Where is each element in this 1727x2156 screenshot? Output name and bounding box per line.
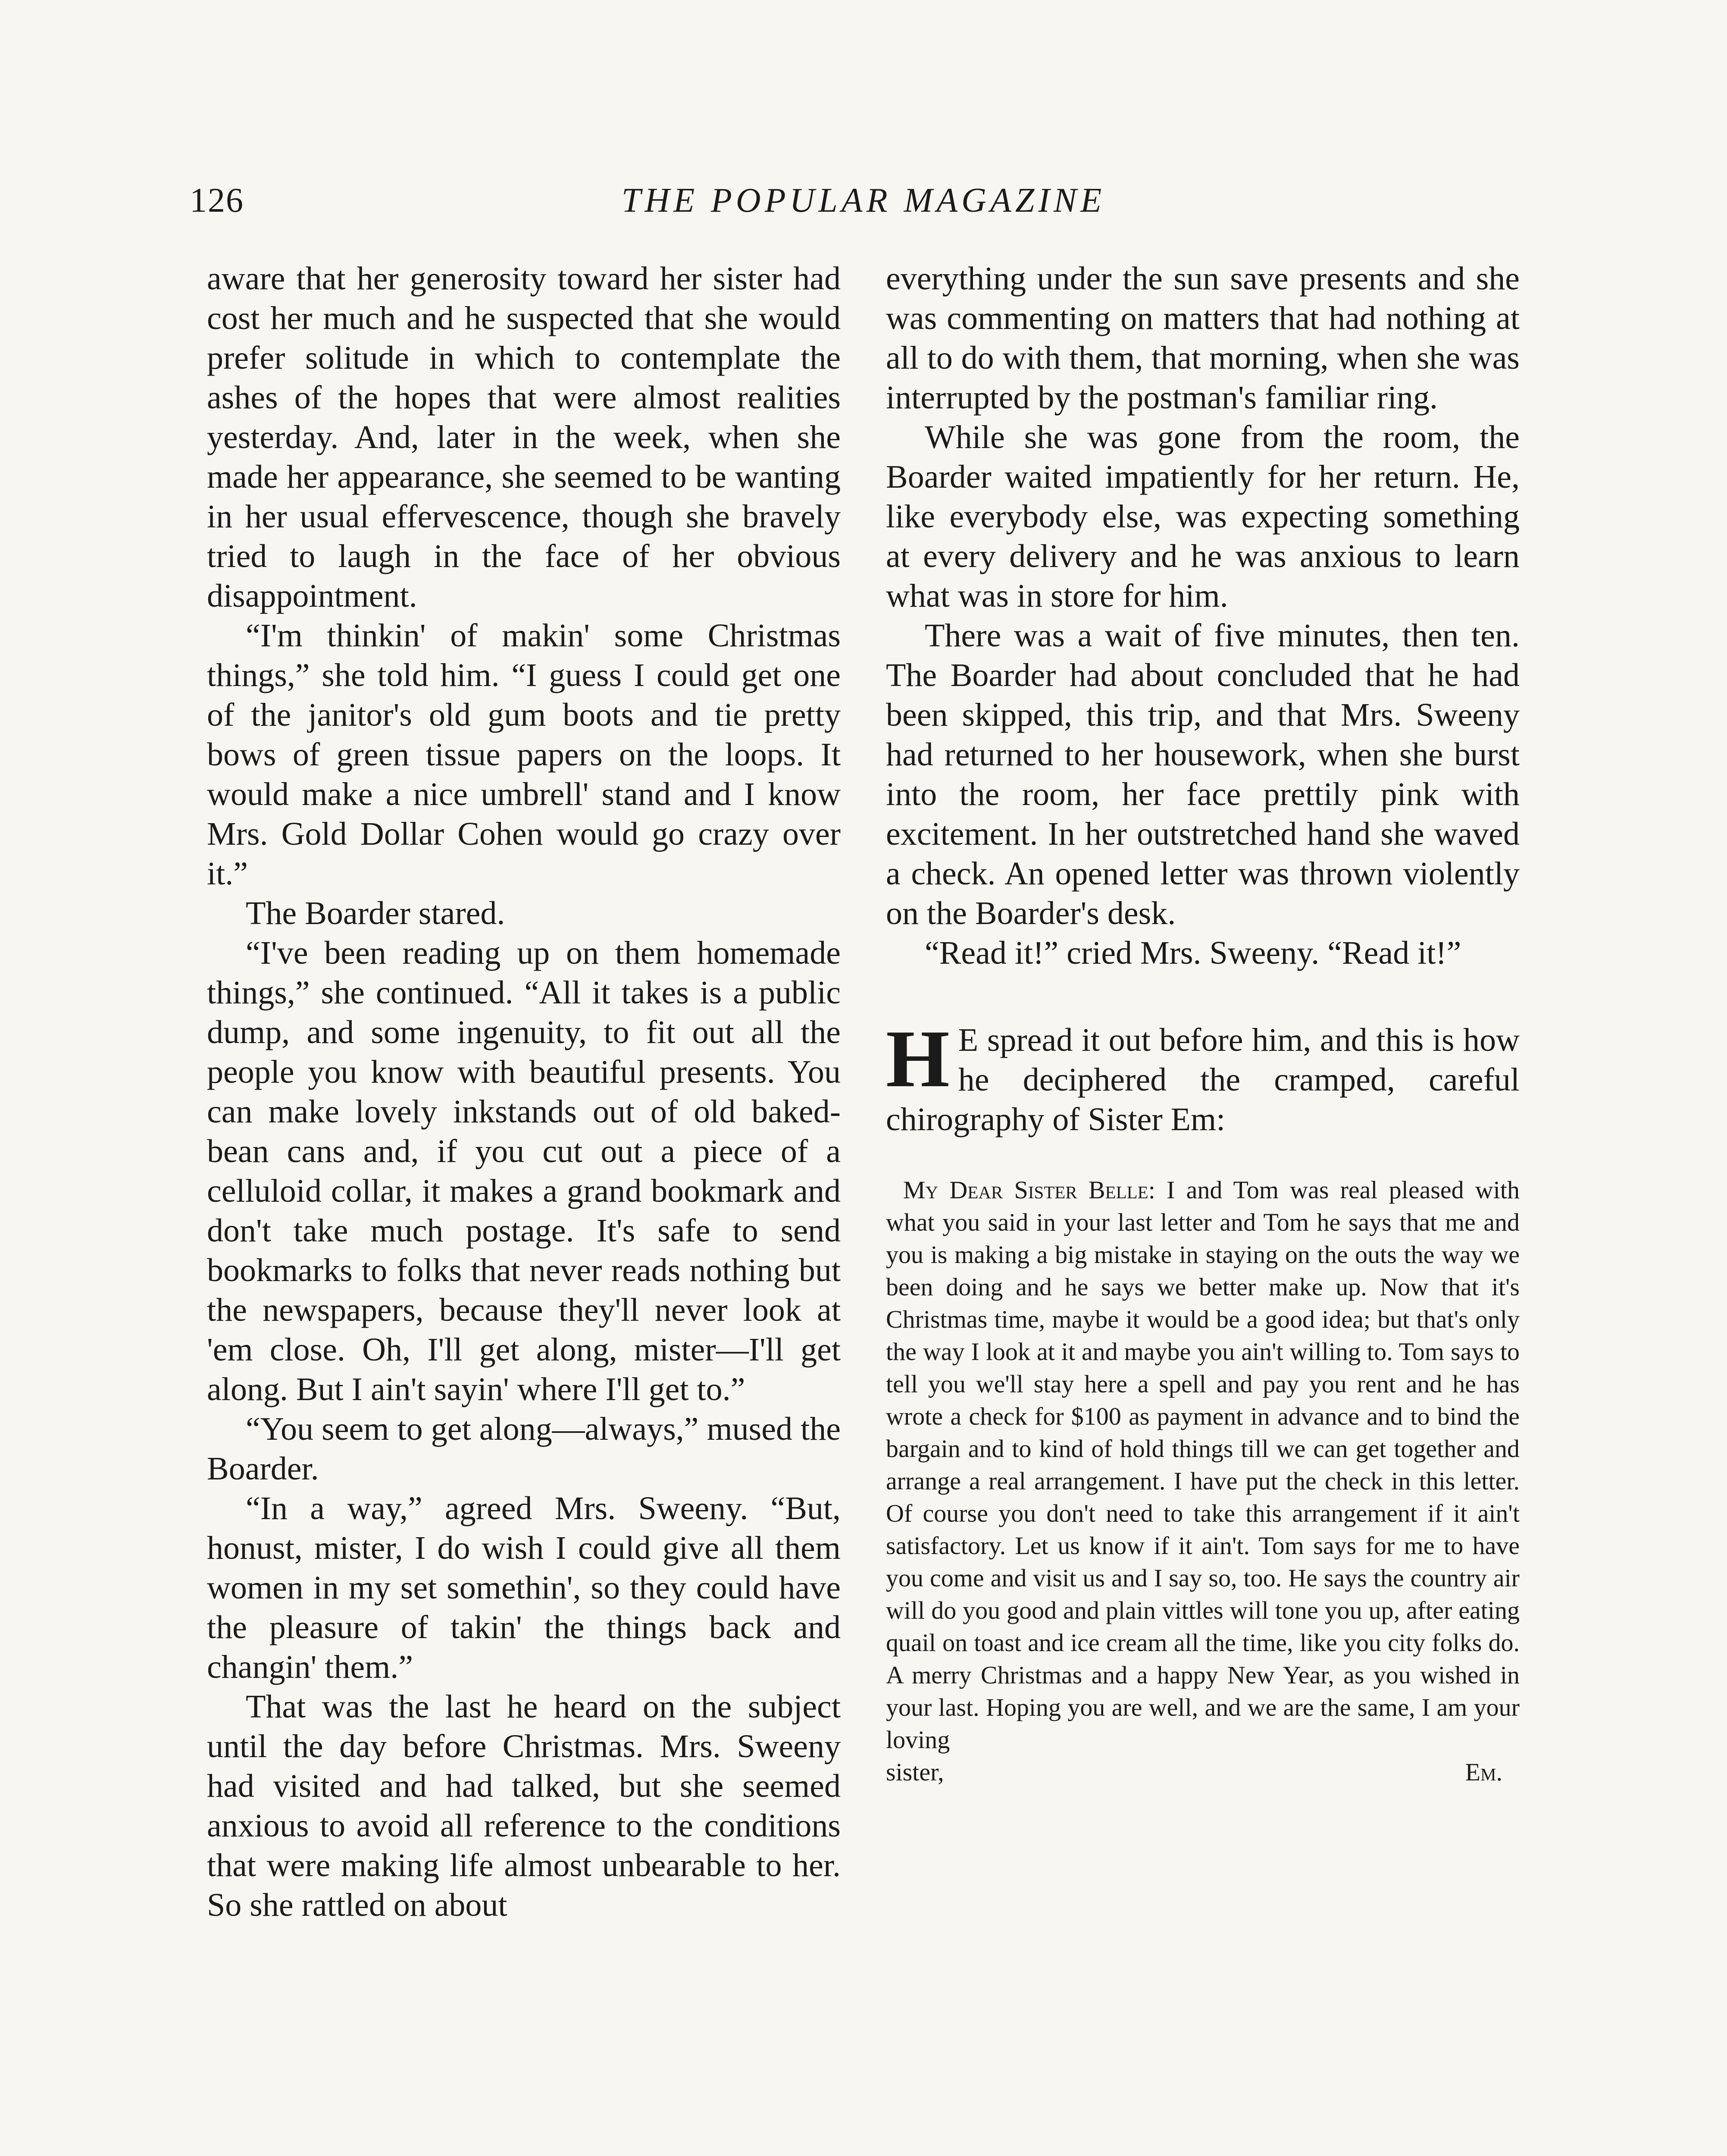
right-column [886, 259, 1520, 1788]
paragraph: There was a wait of five minutes, then ten. The Boarder had about concluded that he had been skipped, this trip, and that Mrs. Sweeny had returned to her housework, when she burst into the room, her face prettily pink with excitement. In her outstretched hand she waved a check. An opened letter was thrown violently on the Boarder's desk. [886, 617, 1520, 931]
paragraph: “I've been reading up on them homemade things,” she continued. “All it takes is a public dump, and some ingenuity, to fit out all the people you know with beautiful presents. You can make lovely inkstands out of old baked-bean cans and, if you cut out a piece of a celluloid collar, it makes a grand bookmark and don't take much postage. It's safe to send bookmarks to folks that never reads nothing but the newspapers, because they'll never look at 'em close. Oh, I'll get along, mister—I'll get along. But I ain't sayin' where I'll get to.” [207, 935, 841, 1407]
letter-body: I and Tom was real pleased with what you said in your last letter and Tom he says that me and you is making a big mistake in staying on the outs the way we been doing and he says we better make up. Now that it's Christmas time, maybe it would be a good idea; but that's only the way I look at it and maybe you ain't willing to. Tom says to tell you we'll stay here a spell and pay you rent and he has wrote a check for $100 as payment in advance and to bind the bargain and to kind of hold things till we can get together and arrange a real arrangement. I have put the check in this letter. Of course you don't need to take this arrangement if it ain't satisfactory. Let us know if it ain't. Tom says for me to have you come and visit us and I say so, too. He says the country air will do you good and plain vittles will tone you up, after eating quail on toast and ice cream all the time, like you city folks do. A merry Christmas and a happy New Year, as you wished in your last. Hoping you are well, and we are the same, I am your loving [886, 1176, 1520, 1754]
paragraph: “You seem to get along—always,” mused the Boarder. [207, 1411, 841, 1487]
left-column [207, 259, 841, 1925]
dropcap-paragraph [886, 1014, 1520, 1139]
paragraph: aware that her generosity toward her sister had cost her much and he suspected that she would prefer solitude in which to contemplate the ashes of the hopes that were almost realities yesterday. And, later in the week, when she made her appearance, she seemed to be wanting in her usual effervescence, though she bravely tried to laugh in the face of her obvious disappointment. [207, 260, 841, 614]
quoted-letter [886, 1174, 1520, 1788]
paragraph: “Read it!” cried Mrs. Sweeny. “Read it!” [925, 935, 1461, 971]
letter-closing: sister, [886, 1758, 944, 1786]
paragraph: While she was gone from the room, the Boarder waited impatiently for her return. He, like everybody else, was expecting something at every delivery and he was anxious to learn what was in store for him. [886, 419, 1520, 614]
letter-salutation: My Dear Sister Belle: [903, 1176, 1155, 1204]
paragraph: The Boarder stared. [246, 895, 505, 931]
letter-signature: Em. [1465, 1758, 1502, 1786]
paragraph: “I'm thinkin' of makin' some Christmas things,” she told him. “I guess I could get one of the janitor's old gum boots and tie pretty bows of green tissue papers on the loops. It would make a nice umbrell' stand and I know Mrs. Gold Dollar Cohen would go crazy over it.” [207, 617, 841, 892]
paragraph: everything under the sun save presents and she was commenting on matters that had nothing at all to do with them, that morning, when she was interrupted by the postman's familiar ring. [886, 260, 1520, 416]
dropcap-paragraph-text: E spread it out before him, and this is how he deciphered the cramped, careful chirography of Sister Em: [886, 1022, 1520, 1138]
section-break [886, 973, 1520, 1020]
letter-signoff [886, 1756, 1520, 1788]
running-head: THE POPULAR MAGAZINE [621, 182, 1106, 219]
drop-cap: H [886, 1014, 950, 1104]
letter-body-paragraph [886, 1174, 1520, 1756]
page-number: 126 [190, 182, 244, 219]
paragraph: That was the last he heard on the subject until the day before Christmas. Mrs. Sweeny had visited and had talked, but she seemed anxious to avoid all reference to the conditions that were making life almost unbearable to her. So she rattled on about [207, 1689, 841, 1923]
paragraph: “In a way,” agreed Mrs. Sweeny. “But, honust, mister, I do wish I could give all them women in my set somethin', so they could have the pleasure of takin' the things back and changin' them.” [207, 1490, 841, 1685]
